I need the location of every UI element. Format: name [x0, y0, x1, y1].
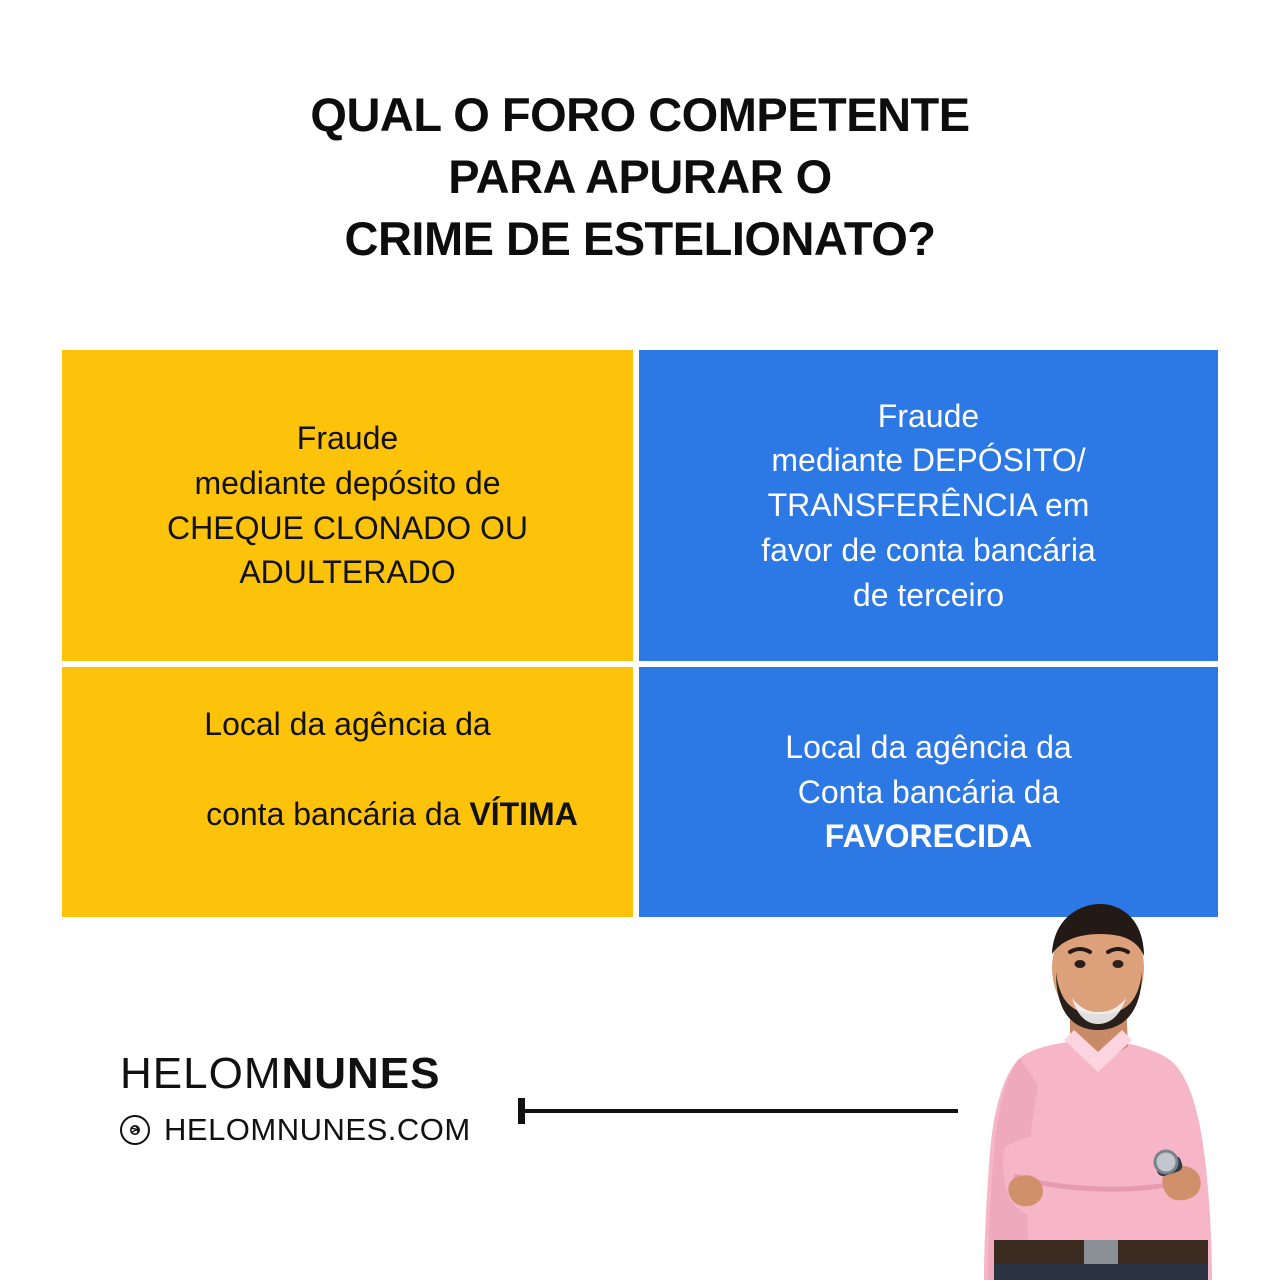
footer-rule-bar [523, 1109, 958, 1113]
cell-fraude-deposito-line-4: favor de conta bancária [761, 531, 1096, 568]
cell-fraude-cheque [62, 350, 639, 667]
presenter-photo [960, 890, 1240, 1280]
brand-website[interactable]: HELOMNUNES.COM [164, 1112, 471, 1147]
title-line-3: CRIME DE ESTELIONATO? [344, 212, 936, 266]
cell-fraude-cheque-line-1: Fraude [296, 419, 399, 456]
cell-foro-vitima-line-1: Local da agência da [204, 706, 491, 743]
cell-fraude-deposito-line-5: de terceiro [852, 576, 1005, 613]
title-line-2: PARA APURAR O [448, 150, 832, 204]
cell-foro-favorecida [639, 667, 1218, 917]
footer-rule [518, 1098, 958, 1124]
title-line-1: QUAL O FORO COMPETENTE [310, 88, 970, 141]
cell-fraude-deposito-line-2: mediante DEPÓSITO/ [771, 442, 1086, 479]
cell-foro-vitima-line-2: conta bancária da [206, 796, 470, 832]
cell-fraude-cheque-line-2: mediante depósito de [194, 464, 501, 501]
brand-name-second: NUNES [281, 1049, 441, 1098]
cell-foro-vitima [62, 667, 639, 917]
brand-name [120, 1049, 620, 1098]
cell-fraude-cheque-line-4: ADULTERADO [239, 554, 456, 591]
comparison-matrix [62, 350, 1218, 917]
cell-fraude-deposito-line-1: Fraude [877, 397, 980, 434]
cell-foro-favorecida-line-1: Local da agência da [785, 728, 1072, 765]
cell-fraude-deposito [639, 350, 1218, 667]
brand-name-first: HELOM [120, 1049, 282, 1098]
cell-fraude-deposito-line-3: TRANSFERÊNCIA em [767, 487, 1090, 524]
cell-fraude-cheque-line-3: CHEQUE CLONADO OU [167, 509, 528, 546]
cell-foro-vitima-emphasis: VÍTIMA [469, 796, 578, 832]
cell-foro-favorecida-line-2: Conta bancária da [797, 773, 1060, 810]
page-title [0, 84, 1280, 270]
cell-foro-favorecida-emphasis: FAVORECIDA [824, 818, 1033, 855]
dribbble-icon[interactable] [120, 1115, 150, 1145]
